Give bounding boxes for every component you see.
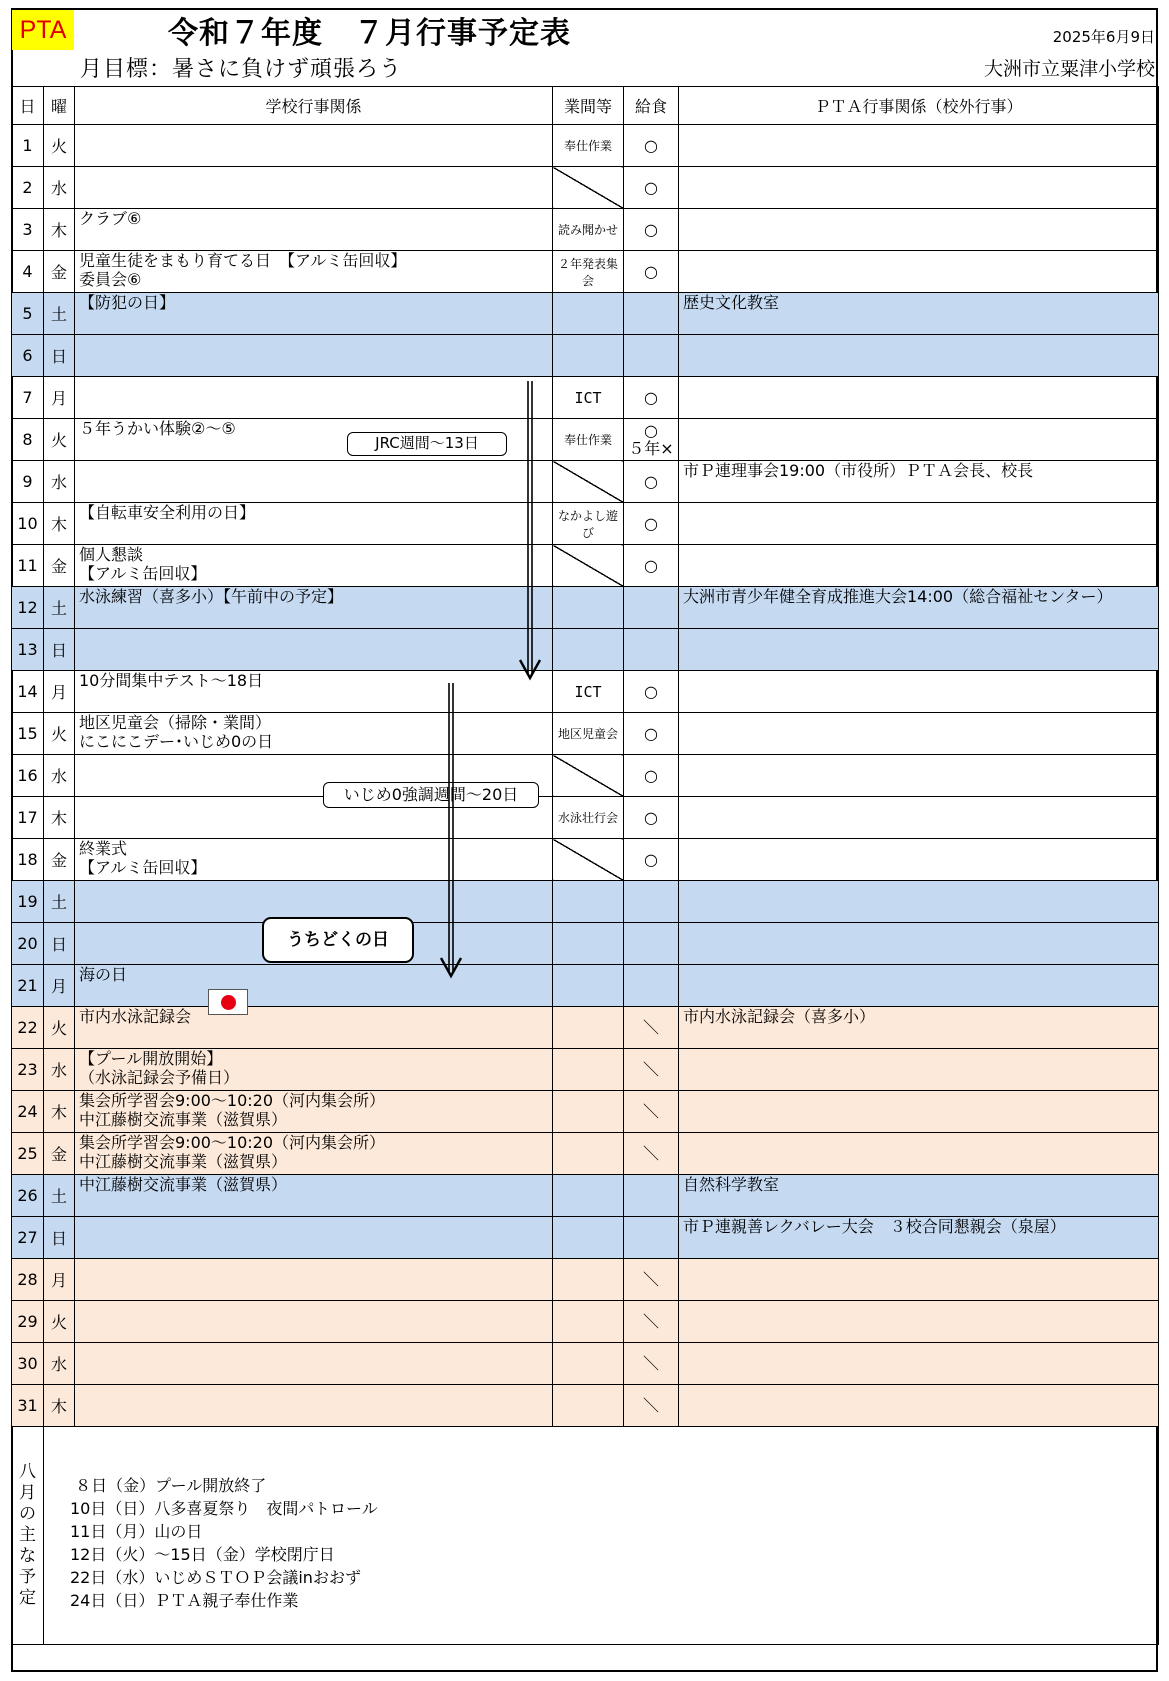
meal-cell [624,1217,679,1259]
day-cell: 5 [12,293,44,335]
pta-event-cell [679,965,1159,1007]
pta-event-cell [679,797,1159,839]
pta-event-cell [679,1091,1159,1133]
weekday-cell: 火 [44,1301,75,1343]
pta-event-cell [679,1301,1159,1343]
pta-event-cell [679,419,1159,461]
work-cell [553,1259,624,1301]
day-cell: 9 [12,461,44,503]
table-header [12,87,1159,125]
meal-cell [624,881,679,923]
jrc-week-callout: JRC週間～13日 [347,432,507,456]
pta-event-cell [679,881,1159,923]
weekday-cell: 土 [44,293,75,335]
day-cell: 20 [12,923,44,965]
meal-cell: ＼ [624,1133,679,1175]
table-row [12,965,1159,1007]
work-cell: 水泳壮行会 [553,797,624,839]
pta-event-cell [679,839,1159,881]
day-cell: 24 [12,1091,44,1133]
weekday-cell: 水 [44,755,75,797]
pta-event-cell [679,125,1159,167]
weekday-cell: 日 [44,335,75,377]
school-event-cell: 児童生徒をまもり育てる日 【アルミ缶回収】 委員会⑥ [75,251,553,293]
work-cell [553,1301,624,1343]
weekday-cell: 金 [44,251,75,293]
day-cell: 2 [12,167,44,209]
day-cell: 12 [12,587,44,629]
issue-date: 2025年6月9日 [1052,28,1155,46]
table-row [12,1343,1159,1385]
weekday-cell: 水 [44,1049,75,1091]
meal-cell: ○ [624,713,679,755]
col-pta-header: ＰＴＡ行事関係（校外行事） [679,87,1159,125]
weekday-cell: 月 [44,1259,75,1301]
pta-event-cell [679,671,1159,713]
table-row [12,755,1159,797]
august-label-text: 八 月 の 主 な 予 定 [19,1462,36,1608]
meal-cell: ○ [624,545,679,587]
meal-cell: ＼ [624,1301,679,1343]
table-row [12,1175,1159,1217]
table-row [12,461,1159,503]
weekday-cell: 日 [44,1217,75,1259]
pta-event-cell [679,335,1159,377]
table-row [12,713,1159,755]
work-cell [553,1133,624,1175]
table-row [12,839,1159,881]
work-cell [553,1385,624,1427]
school-event-cell [75,461,553,503]
day-cell: 3 [12,209,44,251]
work-cell: 奉仕作業 [553,125,624,167]
day-cell: 28 [12,1259,44,1301]
table-row [12,1301,1159,1343]
table-row [12,503,1159,545]
pta-event-cell: 市内水泳記録会（喜多小） [679,1007,1159,1049]
pta-event-cell: 市Ｐ連理事会19:00（市役所）ＰＴＡ会長、校長 [679,461,1159,503]
day-cell: 18 [12,839,44,881]
weekday-cell: 木 [44,797,75,839]
work-cell [553,335,624,377]
work-cell: 地区児童会 [553,713,624,755]
school-event-cell: 【プール開放開始】 （水泳記録会予備日） [75,1049,553,1091]
uchidoku-callout: うちどくの日 [262,917,414,963]
work-cell [553,293,624,335]
weekday-cell: 木 [44,1091,75,1133]
work-cell [553,587,624,629]
school-event-cell: 集会所学習会9:00～10:20（河内集会所） 中江藤樹交流事業（滋賀県） [75,1133,553,1175]
work-cell [553,1343,624,1385]
table-row [12,1049,1159,1091]
weekday-cell: 土 [44,881,75,923]
weekday-cell: 日 [44,629,75,671]
school-event-cell: クラブ⑥ [75,209,553,251]
weekday-cell: 月 [44,965,75,1007]
day-cell: 26 [12,1175,44,1217]
weekday-cell: 土 [44,587,75,629]
table-row [12,167,1159,209]
day-cell: 22 [12,1007,44,1049]
table-row [12,545,1159,587]
weekday-cell: 水 [44,461,75,503]
table-row [12,1385,1159,1427]
august-list [44,1427,1159,1645]
school-event-cell: 水泳練習（喜多小）【午前中の予定】 [75,587,553,629]
august-item: ８日（金）プール開放終了 [70,1475,267,1495]
school-event-cell: 中江藤樹交流事業（滋賀県） [75,1175,553,1217]
school-event-cell: 海の日 [75,965,553,1007]
table-row [12,251,1159,293]
table-row [12,125,1159,167]
school-event-cell [75,335,553,377]
day-cell: 13 [12,629,44,671]
day-cell: 14 [12,671,44,713]
meal-cell: ○ [624,125,679,167]
school-event-cell [75,1343,553,1385]
pta-event-cell [679,1343,1159,1385]
meal-cell: ○ [624,461,679,503]
table-row [12,1217,1159,1259]
japan-flag-icon [208,989,248,1015]
meal-cell: ○ [624,167,679,209]
school-event-cell [75,1217,553,1259]
pta-event-cell [679,713,1159,755]
weekday-cell: 木 [44,209,75,251]
august-items [70,1474,1158,1612]
day-cell: 10 [12,503,44,545]
pta-event-cell [679,545,1159,587]
weekday-cell: 金 [44,839,75,881]
meal-cell: ＼ [624,1049,679,1091]
pta-event-cell [679,503,1159,545]
work-cell: ２年発表集会 [553,251,624,293]
table-row [12,419,1159,461]
school-event-cell: 終業式 【アルミ缶回収】 [75,839,553,881]
pta-event-cell: 歴史文化教室 [679,293,1159,335]
meal-cell: ＼ [624,1007,679,1049]
table-row [12,377,1159,419]
school-event-cell: 市内水泳記録会 [75,1007,553,1049]
weekday-cell: 金 [44,1133,75,1175]
work-cell [553,1007,624,1049]
day-cell: 8 [12,419,44,461]
weekday-cell: 金 [44,545,75,587]
work-cell [553,839,624,881]
meal-cell: ＼ [624,1091,679,1133]
weekday-cell: 火 [44,419,75,461]
school-event-cell: 10分間集中テスト～18日 [75,671,553,713]
weekday-cell: 日 [44,923,75,965]
weekday-cell: 木 [44,1385,75,1427]
col-meal-header: 給食 [624,87,679,125]
school-event-cell: 【防犯の日】 [75,293,553,335]
meal-cell: ○ [624,503,679,545]
meal-cell: ○ [624,209,679,251]
day-cell: 4 [12,251,44,293]
pta-badge: PTA [12,10,74,50]
work-cell [553,167,624,209]
work-cell [553,881,624,923]
table-row [12,797,1159,839]
meal-cell [624,335,679,377]
day-cell: 7 [12,377,44,419]
pta-event-cell [679,377,1159,419]
meal-cell: ○ [624,755,679,797]
day-cell: 21 [12,965,44,1007]
pta-event-cell: 大洲市青少年健全育成推進大会14:00（総合福祉センター） [679,587,1159,629]
weekday-cell: 火 [44,1007,75,1049]
work-cell [553,1049,624,1091]
day-cell: 27 [12,1217,44,1259]
ijime-week-callout: いじめ0強調週間～20日 [323,782,539,808]
pta-event-cell: 自然科学教室 [679,1175,1159,1217]
work-cell [553,1091,624,1133]
meal-cell [624,629,679,671]
day-cell: 31 [12,1385,44,1427]
pta-event-cell [679,629,1159,671]
table-row [12,293,1159,335]
school-event-cell: 【自転車安全利用の日】 [75,503,553,545]
school-event-cell [75,629,553,671]
col-day-header: 日 [12,87,44,125]
school-event-cell: 個人懇談 【アルミ缶回収】 [75,545,553,587]
weekday-cell: 水 [44,1343,75,1385]
day-cell: 25 [12,1133,44,1175]
weekday-cell: 火 [44,125,75,167]
schedule-table [11,86,1159,1645]
august-item: 11日（月）山の日 [70,1521,203,1541]
table-row [12,587,1159,629]
august-item: 12日（火）～15日（金）学校閉庁日 [70,1544,335,1564]
pta-event-cell [679,1049,1159,1091]
page-title: 令和７年度 ７月行事予定表 [168,16,571,51]
day-cell: 30 [12,1343,44,1385]
day-cell: 11 [12,545,44,587]
pta-event-cell [679,209,1159,251]
weekday-cell: 土 [44,1175,75,1217]
work-cell [553,629,624,671]
august-item: 24日（日）ＰＴＡ親子奉仕作業 [70,1590,299,1610]
meal-cell: ○ [624,839,679,881]
day-cell: 19 [12,881,44,923]
weekday-cell: 木 [44,503,75,545]
table-row [12,1091,1159,1133]
col-work-header: 業間等 [553,87,624,125]
table-row [12,671,1159,713]
table-row [12,881,1159,923]
work-cell [553,1217,624,1259]
work-cell: 奉仕作業 [553,419,624,461]
work-cell: ICT [553,377,624,419]
meal-cell [624,965,679,1007]
work-cell [553,1175,624,1217]
day-cell: 23 [12,1049,44,1091]
table-row [12,1259,1159,1301]
work-cell [553,461,624,503]
meal-cell: ＼ [624,1343,679,1385]
pta-event-cell: 市Ｐ連親善レクバレー大会 ３校合同懇親会（泉屋） [679,1217,1159,1259]
weekday-cell: 火 [44,713,75,755]
flag-sun [221,995,236,1010]
day-cell: 29 [12,1301,44,1343]
work-cell [553,755,624,797]
august-label [12,1427,44,1645]
august-item: 10日（日）八多喜夏祭り 夜間パトロール [70,1498,378,1518]
day-cell: 17 [12,797,44,839]
table-row [12,923,1159,965]
pta-event-cell [679,251,1159,293]
school-event-cell [75,1259,553,1301]
col-dow-header: 曜 [44,87,75,125]
meal-cell: ○ [624,377,679,419]
school-event-cell [75,377,553,419]
weekday-cell: 月 [44,671,75,713]
meal-cell [624,923,679,965]
school-event-cell [75,125,553,167]
work-cell [553,965,624,1007]
meal-cell: ○ [624,797,679,839]
august-row [12,1427,1159,1645]
pta-event-cell [679,923,1159,965]
table-row [12,209,1159,251]
day-cell: 15 [12,713,44,755]
meal-cell: ＼ [624,1259,679,1301]
school-event-cell: 地区児童会（掃除・業間） にこにこデー･いじめ0の日 [75,713,553,755]
meal-cell: ＼ [624,1385,679,1427]
work-cell: ICT [553,671,624,713]
day-cell: 1 [12,125,44,167]
school-name: 大洲市立粟津小学校 [983,58,1155,80]
work-cell [553,923,624,965]
school-event-cell [75,1301,553,1343]
table-row [12,335,1159,377]
meal-cell [624,1175,679,1217]
meal-cell: ○ [624,251,679,293]
monthly-goal: 月目標：暑さに負けず頑張ろう [80,57,403,82]
work-cell [553,545,624,587]
school-event-cell: 集会所学習会9:00～10:20（河内集会所） 中江藤樹交流事業（滋賀県） [75,1091,553,1133]
table-row [12,1133,1159,1175]
meal-cell [624,587,679,629]
august-item: 22日（水）いじめＳＴＯＰ会議inおおず [70,1567,361,1587]
meal-cell [624,293,679,335]
table-row [12,629,1159,671]
day-cell: 6 [12,335,44,377]
meal-cell: ○ ５年× [624,419,679,461]
meal-cell: ○ [624,671,679,713]
school-event-cell [75,1385,553,1427]
pta-event-cell [679,755,1159,797]
work-cell: 読み聞かせ [553,209,624,251]
pta-event-cell [679,1385,1159,1427]
table-row [12,1007,1159,1049]
school-event-cell: ５年うかい体験②～⑤ [75,419,553,461]
pta-event-cell [679,1133,1159,1175]
work-cell: なかよし遊び [553,503,624,545]
school-event-cell [75,167,553,209]
weekday-cell: 月 [44,377,75,419]
pta-event-cell [679,167,1159,209]
weekday-cell: 水 [44,167,75,209]
col-school-header: 学校行事関係 [75,87,553,125]
pta-event-cell [679,1259,1159,1301]
day-cell: 16 [12,755,44,797]
